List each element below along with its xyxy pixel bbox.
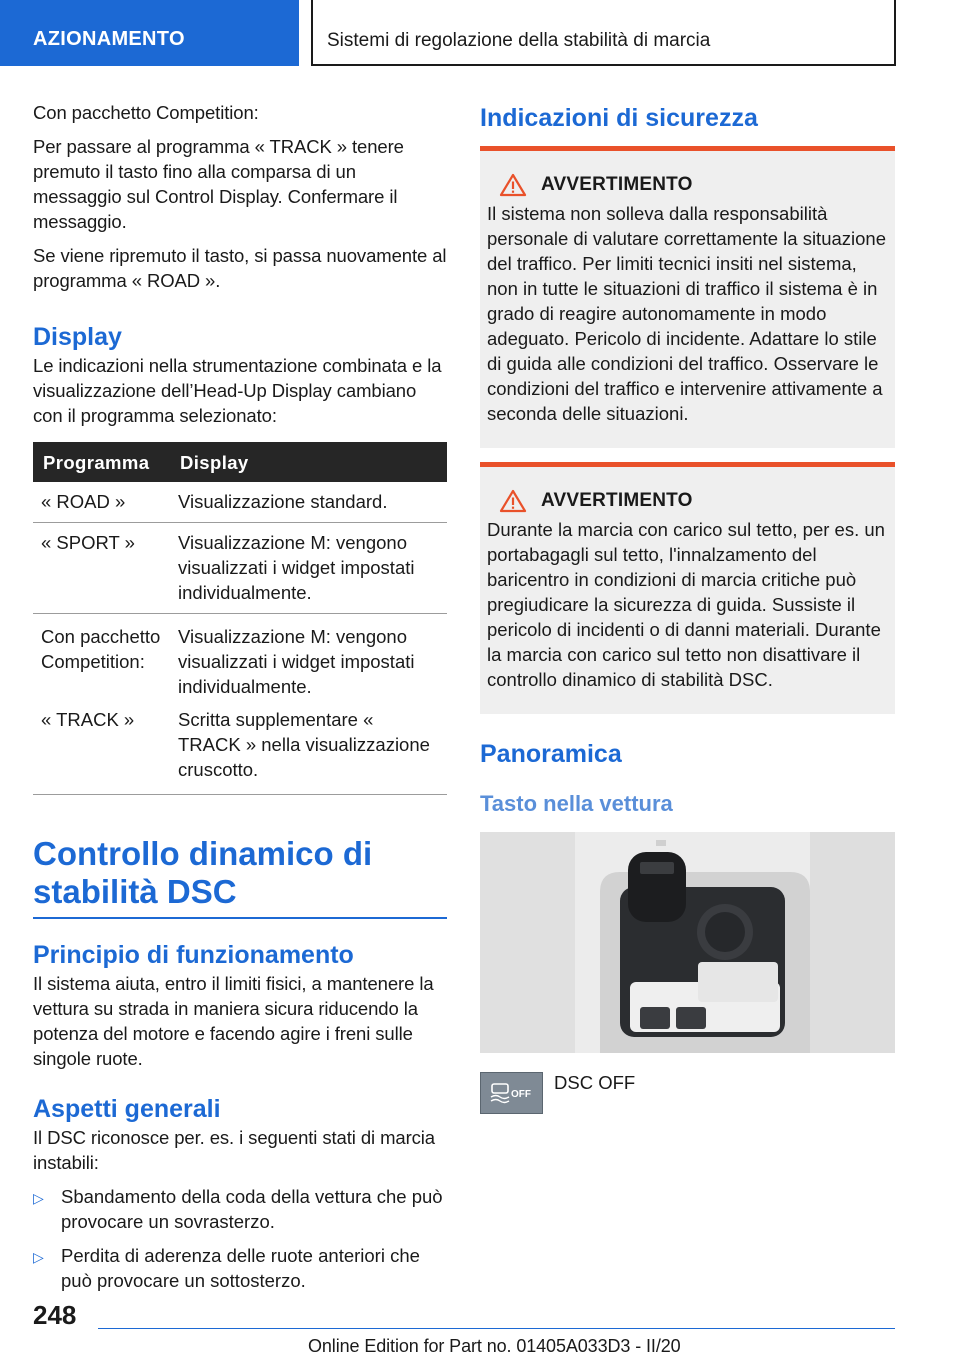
- table-cell-display: Visualizzazione M: vengono visualizzati i widget impostati individualmente.: [178, 626, 415, 697]
- warning-triangle-icon: [499, 173, 527, 197]
- list-item: [33, 1243, 447, 1293]
- table-header-row: [33, 442, 447, 482]
- page-header: [0, 0, 960, 66]
- table-row: [33, 482, 447, 523]
- intro-paragraph-1: Con pacchetto Competition:: [33, 102, 259, 123]
- table-cell-program: « SPORT »: [33, 523, 170, 614]
- list-item: [33, 1184, 447, 1234]
- warning-text: Il sistema non solleva dalla responsabilità personale di valutare correttamente la situazione del traffico. Per limiti tecnici insiti nel sistema, non in tutte le situazioni di traffico il sistema è in grado di reagire autonomamente in modo adeguato. Pericolo di incidente. Adattare lo stile di guida alle condizioni del traffico. Osservare le condizioni del traffico e intervenire attivamente a seconda delle situazioni.: [487, 203, 887, 424]
- center-console-illustration: [480, 832, 895, 1053]
- button-heading: Tasto nella vettura: [480, 791, 673, 816]
- warning-title-text: AVVERTIMENTO: [541, 174, 693, 195]
- warning-box: [480, 146, 895, 448]
- dsc-section-title: Controllo dinamico di stabilità DSC: [33, 835, 447, 919]
- skidding-car-icon: [489, 1080, 535, 1106]
- warning-text: Durante la marcia con carico sul tetto, per es. un portabagagli sul tetto, l'innalzamento del baricentro in condizioni di marcia critiche può pregiudicare la sicurezza di guida. Sussiste il pericolo di incidenti o di danni materiali. Durante la marcia con carico sul tetto non disattivare il controllo dinamico di stabilità DSC.: [487, 519, 885, 690]
- table-cell-program: « ROAD »: [33, 482, 170, 523]
- principle-heading: Principio di funzionamento: [33, 941, 354, 969]
- warning-triangle-icon: [499, 489, 527, 513]
- table-cell-program: Con pacchetto Competition:: [41, 626, 161, 672]
- section-tab: AZIONAMENTO: [0, 0, 299, 66]
- intro-paragraph-2: Per passare al programma « TRACK » tenere premuto il tasto fino alla comparsa di un messaggio sul Control Display. Confermare il messaggio.: [33, 136, 404, 232]
- table-cell-display: Scritta supplementare « TRACK » nella visualizzazione cruscotto.: [170, 707, 447, 795]
- program-display-table: [33, 442, 447, 795]
- principle-paragraph: Il sistema aiuta, entro il limiti fisici, a mantenere la vettura su strada in maniera sicura riducendo la potenza del motore e facendo agire i freni sulle singole ruote.: [33, 973, 434, 1069]
- center-console-photo: [480, 832, 895, 1053]
- warning-title: [487, 173, 887, 197]
- list-item-text: Perdita di aderenza delle ruote anteriori che può provocare un sottosterzo.: [61, 1245, 420, 1291]
- intro-paragraph-3: Se viene ripremuto il tasto, si passa nuovamente al programma « ROAD ».: [33, 245, 447, 291]
- table-row: [33, 523, 447, 614]
- left-column: [33, 100, 447, 1302]
- safety-heading: Indicazioni di sicurezza: [480, 104, 758, 132]
- table-cell-display: Visualizzazione M: vengono visualizzati i widget impostati individualmente.: [170, 523, 447, 614]
- dsc-button-row: [480, 1072, 895, 1114]
- table-cell-display: Visualizzazione standard.: [170, 482, 447, 523]
- warning-box: [480, 462, 895, 714]
- general-heading: Aspetti generali: [33, 1095, 221, 1123]
- table-row: [33, 707, 447, 795]
- display-heading: Display: [33, 323, 122, 351]
- chapter-title: Sistemi di regolazione della stabilità di marcia: [311, 0, 896, 66]
- table-header-program: Programma: [33, 442, 170, 482]
- list-item-text: Sbandamento della coda della vettura che può provocare un sovrasterzo.: [61, 1186, 443, 1232]
- table-row: [33, 614, 447, 708]
- general-paragraph: Il DSC riconosce per. es. i seguenti stati di marcia instabili:: [33, 1127, 435, 1173]
- instability-list: [33, 1184, 447, 1293]
- display-paragraph: Le indicazioni nella strumentazione combinata e la visualizzazione dell’Head-Up Display cambiano con il programma selezionato:: [33, 355, 442, 426]
- warning-title-text: AVVERTIMENTO: [541, 490, 693, 511]
- right-column: [480, 100, 895, 1114]
- table-header-display: Display: [170, 442, 447, 482]
- dsc-off-label: DSC OFF: [554, 1072, 636, 1093]
- warning-title: [487, 489, 887, 513]
- footer-divider: [98, 1328, 895, 1329]
- table-cell-program: « TRACK »: [33, 707, 170, 795]
- triangle-bullet-icon: ▷: [33, 1249, 44, 1265]
- overview-heading: Panoramica: [480, 740, 622, 768]
- footer-edition: Online Edition for Part no. 01405A033D3 - II/20: [308, 1336, 681, 1356]
- triangle-bullet-icon: ▷: [33, 1190, 44, 1206]
- dsc-off-button-icon: [480, 1072, 543, 1114]
- dsc-icon-off-text: OFF: [510, 1089, 531, 1100]
- page-number: 248: [33, 1300, 77, 1330]
